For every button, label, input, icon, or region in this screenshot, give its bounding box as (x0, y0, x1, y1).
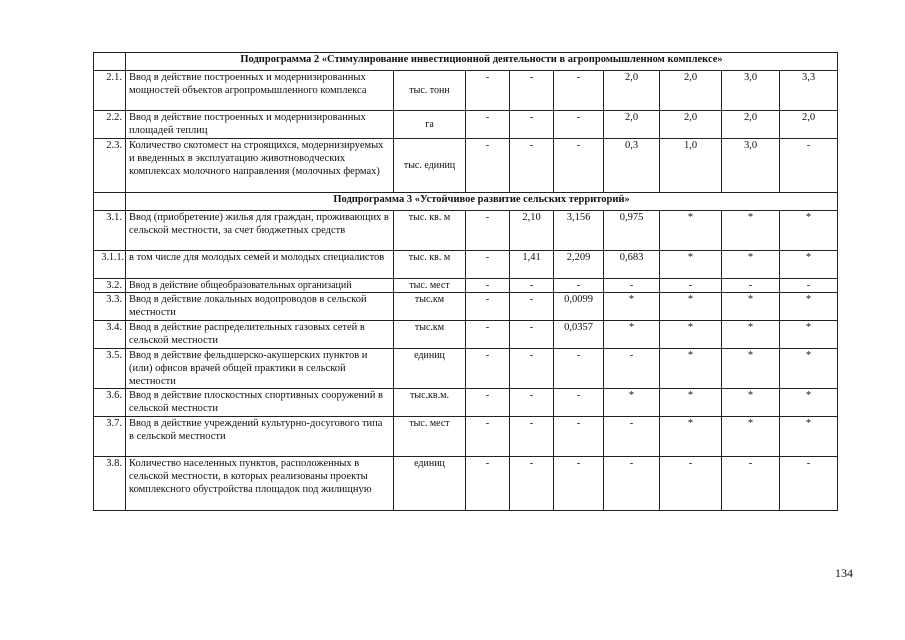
value-cell: - (510, 111, 554, 139)
value-cell: - (722, 457, 780, 511)
value-cell: - (466, 279, 510, 293)
value-cell: * (604, 321, 660, 349)
value-cell: - (466, 417, 510, 457)
value-cell: * (722, 349, 780, 389)
value-cell: - (510, 279, 554, 293)
indicator-name: Ввод в действие локальных водопроводов в сельской местности (126, 293, 394, 321)
table-row (94, 349, 838, 389)
value-cell: - (780, 457, 838, 511)
value-cell: * (604, 389, 660, 417)
value-cell: * (780, 211, 838, 251)
unit-cell: тыс. тонн (394, 71, 466, 111)
table-row (94, 321, 838, 349)
indicator-name: Ввод в действие общеобразовательных организаций (126, 279, 394, 293)
table-row (94, 457, 838, 511)
value-cell: - (660, 457, 722, 511)
row-number: 3.7. (94, 417, 126, 457)
unit-cell: тыс. кв. м (394, 211, 466, 251)
value-cell: * (604, 293, 660, 321)
value-cell: * (780, 251, 838, 279)
value-cell: 0,3 (604, 139, 660, 193)
value-cell: * (780, 417, 838, 457)
unit-cell: тыс.км (394, 321, 466, 349)
value-cell: 3,0 (722, 71, 780, 111)
indicator-name: Количество населенных пунктов, расположенных в сельской местности, в которых реализованы проекты комплексного обустройства площадок под жилищную (126, 457, 394, 511)
value-cell: 2,209 (554, 251, 604, 279)
value-cell: - (510, 417, 554, 457)
row-number: 2.2. (94, 111, 126, 139)
value-cell: - (554, 389, 604, 417)
value-cell: 2,0 (604, 111, 660, 139)
value-cell: 2,0 (660, 111, 722, 139)
value-cell: - (604, 349, 660, 389)
unit-cell: единиц (394, 349, 466, 389)
indicator-name: Ввод в действие учреждений культурно-досугового типа в сельской местности (126, 417, 394, 457)
value-cell: 2,0 (604, 71, 660, 111)
value-cell: - (510, 321, 554, 349)
table-row (94, 389, 838, 417)
value-cell: - (466, 211, 510, 251)
row-number: 3.2. (94, 279, 126, 293)
value-cell: - (510, 457, 554, 511)
row-number: 3.4. (94, 321, 126, 349)
unit-cell: тыс. мест (394, 417, 466, 457)
section-title: Подпрограмма 2 «Стимулирование инвестиционной деятельности в агропромышленном комплексе» (126, 53, 838, 71)
value-cell: 2,10 (510, 211, 554, 251)
page-number: 134 (835, 566, 853, 580)
value-cell: - (510, 349, 554, 389)
value-cell: * (660, 417, 722, 457)
value-cell: - (554, 111, 604, 139)
value-cell: * (722, 211, 780, 251)
value-cell: - (510, 71, 554, 111)
value-cell: - (554, 349, 604, 389)
value-cell: - (604, 279, 660, 293)
value-cell: - (510, 389, 554, 417)
value-cell: - (722, 279, 780, 293)
indicator-name: в том числе для молодых семей и молодых специалистов (126, 251, 394, 279)
indicators-table (93, 52, 838, 511)
value-cell: 2,0 (780, 111, 838, 139)
value-cell: * (722, 417, 780, 457)
value-cell: * (780, 349, 838, 389)
indicator-name: Ввод в действие фельдшерско-акушерских пунктов и (или) офисов врачей общей практики в сельской местности (126, 349, 394, 389)
unit-cell: единиц (394, 457, 466, 511)
value-cell: 3,3 (780, 71, 838, 111)
row-number: 3.1.1. (94, 251, 126, 279)
value-cell: - (510, 139, 554, 193)
value-cell: - (780, 279, 838, 293)
table-row (94, 211, 838, 251)
value-cell: * (780, 389, 838, 417)
row-number: 3.5. (94, 349, 126, 389)
value-cell: 2,0 (660, 71, 722, 111)
indicator-name: Ввод в действие построенных и модернизированных мощностей объектов агропромышленного комплекса (126, 71, 394, 111)
indicator-name: Ввод (приобретение) жилья для граждан, проживающих в сельской местности, за счет бюджетных средств (126, 211, 394, 251)
section-title: Подпрограмма 3 «Устойчивое развитие сельских территорий» (126, 193, 838, 211)
unit-cell: тыс. кв. м (394, 251, 466, 279)
value-cell: - (466, 71, 510, 111)
unit-cell: тыс.кв.м. (394, 389, 466, 417)
indicator-name: Ввод в действие плоскостных спортивных сооружений в сельской местности (126, 389, 394, 417)
indicator-name: Ввод в действие распределительных газовых сетей в сельской местности (126, 321, 394, 349)
section-header-row (94, 193, 838, 211)
value-cell: - (466, 389, 510, 417)
unit-cell: га (394, 111, 466, 139)
value-cell: - (554, 71, 604, 111)
value-cell: - (466, 251, 510, 279)
value-cell: - (466, 139, 510, 193)
value-cell: * (660, 211, 722, 251)
value-cell: - (510, 293, 554, 321)
value-cell: - (554, 279, 604, 293)
value-cell: 3,156 (554, 211, 604, 251)
row-number: 3.1. (94, 211, 126, 251)
value-cell: * (660, 293, 722, 321)
value-cell: 0,0357 (554, 321, 604, 349)
value-cell: - (466, 293, 510, 321)
table-row (94, 417, 838, 457)
row-number: 3.3. (94, 293, 126, 321)
table-row (94, 251, 838, 279)
row-number: 3.8. (94, 457, 126, 511)
table-row (94, 139, 838, 193)
value-cell: - (466, 111, 510, 139)
unit-cell: тыс. единиц (394, 139, 466, 193)
value-cell: - (660, 279, 722, 293)
indicator-name: Ввод в действие построенных и модернизированных площадей теплиц (126, 111, 394, 139)
value-cell: - (554, 417, 604, 457)
value-cell: 0,0099 (554, 293, 604, 321)
value-cell: 2,0 (722, 111, 780, 139)
value-cell: - (780, 139, 838, 193)
value-cell: - (604, 417, 660, 457)
value-cell: 1,0 (660, 139, 722, 193)
value-cell: - (554, 139, 604, 193)
indicator-name: Количество скотомест на строящихся, модернизируемых и введенных в эксплуатацию животноводческих комплексах молочного направления (молочных фермах) (126, 139, 394, 193)
value-cell: * (780, 321, 838, 349)
section-header-row (94, 53, 838, 71)
value-cell: * (722, 251, 780, 279)
value-cell: * (660, 389, 722, 417)
value-cell: - (604, 457, 660, 511)
value-cell: 0,975 (604, 211, 660, 251)
value-cell: * (660, 349, 722, 389)
value-cell: 0,683 (604, 251, 660, 279)
value-cell: - (466, 321, 510, 349)
table-row (94, 71, 838, 111)
value-cell: - (466, 457, 510, 511)
value-cell: * (722, 321, 780, 349)
row-number: 2.3. (94, 139, 126, 193)
value-cell: * (722, 389, 780, 417)
value-cell: 1,41 (510, 251, 554, 279)
row-number: 2.1. (94, 71, 126, 111)
table-row (94, 279, 838, 293)
value-cell: - (466, 349, 510, 389)
unit-cell: тыс. мест (394, 279, 466, 293)
value-cell: * (660, 251, 722, 279)
table-row (94, 111, 838, 139)
value-cell: 3,0 (722, 139, 780, 193)
unit-cell: тыс.км (394, 293, 466, 321)
table-row (94, 293, 838, 321)
value-cell: * (660, 321, 722, 349)
value-cell: * (780, 293, 838, 321)
value-cell: - (554, 457, 604, 511)
row-number: 3.6. (94, 389, 126, 417)
value-cell: * (722, 293, 780, 321)
